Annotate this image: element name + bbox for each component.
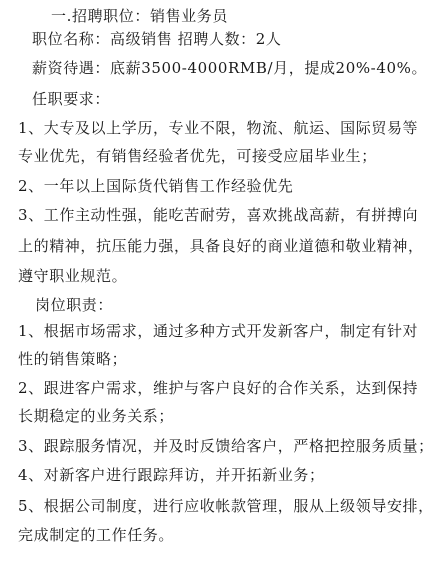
requirement-line: 上的精神，抗压能力强，具备良好的商业道德和敬业精神， (18, 237, 424, 255)
duty-line: 长期稳定的业务关系； (18, 407, 175, 425)
duty-line: 4、对新客户进行跟踪拜访，并开拓新业务； (18, 466, 325, 484)
requirement-line: 遵守职业规范。 (18, 267, 128, 285)
requirement-line: 专业优先，有销售经验者优先，可接受应届毕业生； (18, 147, 377, 165)
duty-line: 性的销售策略； (18, 350, 128, 368)
duty-line: 1、根据市场需求，通过多种方式开发新客户，制定有针对 (18, 322, 419, 340)
salary-line: 薪资待遇：底薪3500-4000RMB/月，提成20%-40%。 (32, 59, 428, 77)
duty-line: 2、跟进客户需求，维护与客户良好的合作关系，达到保持 (18, 379, 419, 397)
duty-line: 3、跟踪服务情况，并及时反馈给客户，严格把控服务质量； (18, 437, 434, 455)
requirements-heading: 任职要求： (32, 90, 111, 108)
requirement-line: 2、一年以上国际货代销售工作经验优先 (18, 177, 294, 195)
duties-heading: 岗位职责： (35, 296, 114, 314)
duty-line: 5、根据公司制度，进行应收帐款管理，服从上级领导安排， (18, 497, 434, 515)
position-heading: 一.招聘职位：销售业务员 (51, 7, 228, 25)
requirement-line: 3、工作主动性强，能吃苦耐劳，喜欢挑战高薪，有拼搏向 (18, 206, 419, 224)
requirement-line: 1、大专及以上学历，专业不限，物流、航运、国际贸易等 (18, 119, 419, 137)
job-title-and-headcount: 职位名称：高级销售 招聘人数：2人 (32, 30, 282, 48)
duty-line: 完成制定的工作任务。 (18, 526, 175, 544)
